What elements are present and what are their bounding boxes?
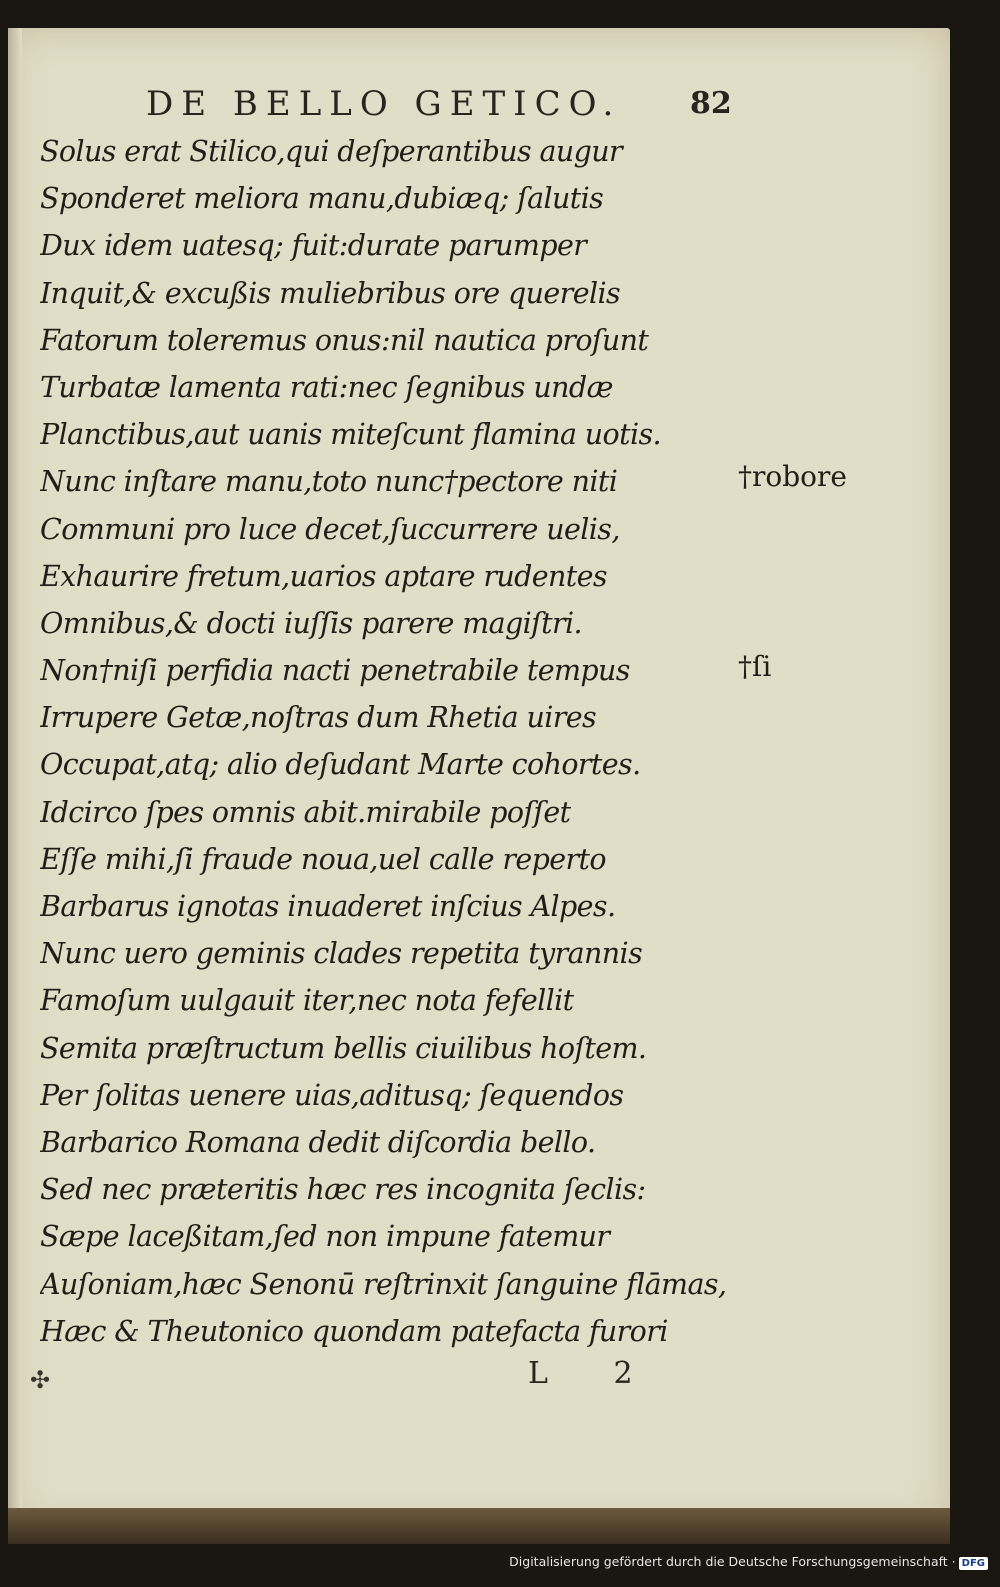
verse-line: Communi pro luce decet,ſuccurrere uelis, bbox=[40, 512, 620, 546]
verse-line: Planctibus,aut uanis miteſcunt flamina uotis. bbox=[40, 418, 661, 452]
verse-line: Nunc uero geminis clades repetita tyrannis bbox=[40, 937, 643, 971]
verse-line: Eſſe mihi,ſi fraude noua,uel calle reperto bbox=[40, 842, 606, 876]
verse-line: Fatorum toleremus onus:nil nautica proſunt bbox=[40, 323, 649, 357]
verse-line: Solus erat Stilico,qui deſperantibus augur bbox=[40, 135, 623, 168]
verse-line: Sponderet meliora manu,dubiæq; ſalutis bbox=[40, 182, 604, 216]
dfg-logo: DFG bbox=[959, 1557, 988, 1570]
verse-line: Irrupere Getæ,noſtras dum Rhetia uires bbox=[40, 701, 597, 735]
verse-line: Auſoniam,hæc Senonū reſtrinxit ſanguine flāmas, bbox=[40, 1267, 727, 1301]
verse-line: Semita præſtructum bellis ciuilibus hoſtem. bbox=[40, 1031, 647, 1065]
signature-mark: L 2 bbox=[528, 1356, 661, 1391]
verse-line: Per ſolitas uenere uias,aditusq; ſequendos bbox=[40, 1078, 624, 1112]
book-edge-bottom bbox=[8, 1508, 950, 1544]
verse-line: Exhaurire fretum,uarios aptare rudentes bbox=[40, 559, 607, 593]
verse-line: Omnibus,& docti iuſſis parere magiſtri. bbox=[40, 606, 582, 640]
verse-line: Inquit,& excußis muliebribus ore querelis bbox=[40, 276, 621, 310]
verse-line: Idcirco ſpes omnis abit.mirabile poſſet bbox=[40, 795, 571, 829]
verse-list bbox=[40, 128, 730, 1355]
verse-line: Occupat,atq; alio deſudant Marte cohortes. bbox=[40, 748, 641, 782]
verse-line: Sæpe laceßitam,ſed non impune fatemur bbox=[40, 1220, 610, 1254]
verse-line: Barbarico Romana dedit diſcordia bello. bbox=[40, 1125, 596, 1159]
verse-line: Famoſum uulgauit iter,nec nota fefellit bbox=[40, 984, 574, 1018]
verse-line: Hæc & Theutonico quondam patefacta furori bbox=[40, 1314, 668, 1348]
verse-line: Sed nec præteritis hæc res incognita ſeclis: bbox=[40, 1173, 646, 1207]
marginal-note: †robore bbox=[738, 460, 847, 493]
page-number: 82 bbox=[690, 86, 732, 121]
verse-line: Nunc inſtare manu,toto nunc†pectore niti bbox=[40, 465, 618, 499]
footer-credit-text: Digitalisierung gefördert durch die Deutsche Forschungsgemeinschaft · bbox=[509, 1554, 956, 1569]
margin-mark-icon: ✣ bbox=[30, 1366, 51, 1394]
running-head: DE BELLO GETICO. bbox=[146, 84, 622, 124]
marginal-note: †ſi bbox=[738, 650, 772, 683]
footer-credit bbox=[509, 1554, 988, 1570]
page-edge bbox=[8, 28, 22, 1528]
verse-line: Barbarus ignotas inuaderet inſcius Alpes. bbox=[40, 890, 616, 923]
verse-line: Non†niſi perfidia nacti penetrabile tempus bbox=[40, 654, 630, 688]
verse-line: Dux idem uatesq; fuit:durate parumper bbox=[40, 229, 587, 263]
verse-line: Turbatæ lamenta rati:nec ſegnibus undæ bbox=[40, 370, 613, 404]
